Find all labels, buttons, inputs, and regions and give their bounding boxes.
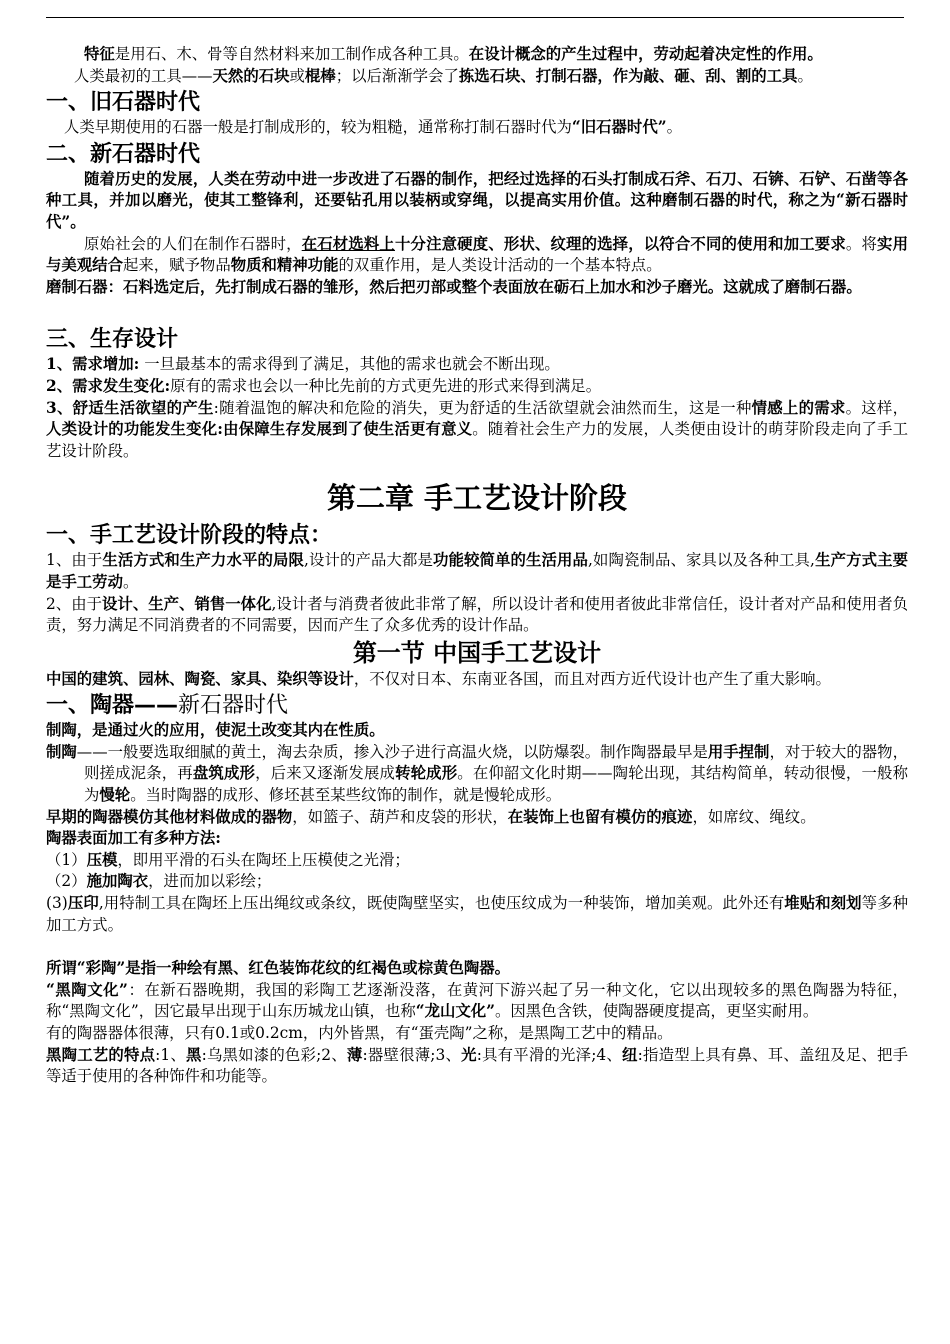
section-1-title: 第一节 中国手工艺设计 (352, 638, 602, 667)
pottery-paragraph-2: 制陶——一般要选取细腻的黄土，淘去杂质，掺入沙子进行高温火烧，以防爆裂。制作陶器最早是用手捏制，对于较大的器物，则搓成泥条，再盘筑成形，后来又逐渐发展成转轮成形。在仰韶文化时期——陶轮出现，其结构简单，转动很慢，一般称为慢轮。当时陶器的成形、修坯甚至某些纹饰的制作，就是慢轮成形。 (46, 742, 908, 805)
pottery-method-3: (3)压印,用特制工具在陶坯上压出绳纹或条纹，既使陶壁坚实，也使压纹成为一种装饰，增加美观。此外还有堆贴和刻划等多种加工方式。 (46, 894, 908, 934)
survival-item-1: 1、需求增加: 一旦最基本的需求得到了满足，其他的需求也就会不断出现。 (46, 355, 560, 374)
intro-paragraph-1: 特征是用石、木、骨等自然材料来加工制作成各种工具。在设计概念的产生过程中，劳动起着决定性的作用。 (84, 45, 823, 63)
handicraft-paragraph-2: 2、由于设计、生产、销售一体化,设计者与消费者彼此非常了解，所以设计者和使用者彼此非常信任，设计者对产品和使用者负责，努力满足不同消费者的不同需要，因而产生了众多优秀的设计作品。 (46, 594, 908, 635)
handicraft-paragraph-1: 1、由于生活方式和生产力水平的局限,设计的产品大都是功能较简单的生活用品,如陶瓷制品、家具以及各种工具,生产方式主要是手工劳动。 (46, 551, 908, 591)
pottery-paragraph-1: 制陶，是通过火的应用，使泥土改变其内在性质。 (46, 721, 385, 740)
header-rule (46, 17, 904, 18)
paleolithic-paragraph: 人类早期使用的石器一般是打制成形的，较为粗糙，通常称打制石器时代为“旧石器时代”。 (64, 118, 682, 137)
heading-pottery: 一、陶器——新石器时代 (46, 693, 289, 719)
heading-paleolithic: 一、旧石器时代 (46, 90, 201, 116)
heading-handicraft-features: 一、手工艺设计阶段的特点： (46, 523, 333, 549)
chapter-2-title: 第二章 手工艺设计阶段 (326, 481, 628, 516)
survival-item-2: 2、需求发生变化:原有的需求也会以一种比先前的方式更先进的形式来得到满足。 (46, 376, 602, 395)
polished-stone-paragraph: 磨制石器：石料选定后，先打制成石器的雏形，然后把刃部或整个表面放在砺石上加水和沙子磨光。这就成了磨制石器。 (46, 277, 862, 296)
heading-survival-design: 三、生存设计 (46, 327, 179, 353)
pottery-method-2: （2）施加陶衣，进而加以彩绘； (46, 872, 272, 891)
eggshell-pottery-paragraph: 有的陶器器体很薄，只有0.1或0.2cm，内外皆黑，有“蛋壳陶”之称，是黑陶工艺中的精品。 (46, 1024, 673, 1042)
pottery-method-1: （1）压模，即用平滑的石头在陶坯上压模使之光滑； (46, 850, 410, 869)
section-1-paragraph: 中国的建筑、园林、陶瓷、家具、染织等设计，不仅对日本、东南亚各国，而且对西方近代设计也产生了重大影响。 (46, 669, 831, 688)
black-pottery-features-paragraph: 黑陶工艺的特点:1、黑:乌黑如漆的色彩;2、薄:器壁很薄;3、光:具有平滑的光泽;4、纽:指造型上具有鼻、耳、盖纽及足、把手等适于使用的各种饰件和功能等。 (46, 1045, 908, 1086)
intro-paragraph-2: 人类最初的工具——天然的石块或棍棒；以后渐渐学会了拣选石块、打制石器，作为敲、砸、刮、割的工具。 (74, 66, 813, 85)
pottery-paragraph-3: 早期的陶器模仿其他材料做成的器物，如篮子、葫芦和皮袋的形状，在装饰上也留有模仿的痕迹，如席纹、绳纹。 (46, 807, 816, 826)
painted-pottery-paragraph: 所谓“彩陶”是指一种绘有黑、红色装饰花纹的红褐色或棕黄色陶器。 (46, 959, 511, 978)
pottery-paragraph-4: 陶器表面加工有多种方法: (46, 829, 221, 848)
neolithic-paragraph-1: 随着历史的发展，人类在劳动中进一步改进了石器的制作，把经过选择的石头打制成石斧、石刀、石锛、石铲、石凿等各种工具，并加以磨光，使其工整锋利，还要钻孔用以装柄或穿绳，以提高实用价值。这种磨制石器的时代，称之为“新石器时代”。 (46, 169, 908, 231)
heading-neolithic: 二、新石器时代 (46, 141, 201, 167)
document-body (46, 44, 908, 1088)
neolithic-paragraph-2: 原始社会的人们在制作石器时，在石材选料上十分注意硬度、形状、纹理的选择，以符合不同的使用和加工要求。将实用与美观结合起来，赋予物品物质和精神功能的双重作用，是人类设计活动的一个基本特点。 (46, 234, 908, 275)
survival-item-3: 3、舒适生活欲望的产生:随着温饱的解决和危险的消失，更为舒适的生活欲望就会油然而生，这是一种情感上的需求。这样，人类设计的功能发生变化:由保障生存发展到了使生活更有意义。随着社会生产力的发展，人类便由设计的萌芽阶段走向了手工艺设计阶段。 (46, 398, 908, 460)
black-pottery-paragraph: “黑陶文化”：在新石器晚期，我国的彩陶工艺逐渐没落，在黄河下游兴起了另一种文化，它以出现较多的黑色陶器为特征，称“黑陶文化”，因它最早出现于山东历城龙山镇，也称“龙山文化”。因黑色含铁，使陶器硬度提高，更坚实耐用。 (46, 980, 908, 1021)
